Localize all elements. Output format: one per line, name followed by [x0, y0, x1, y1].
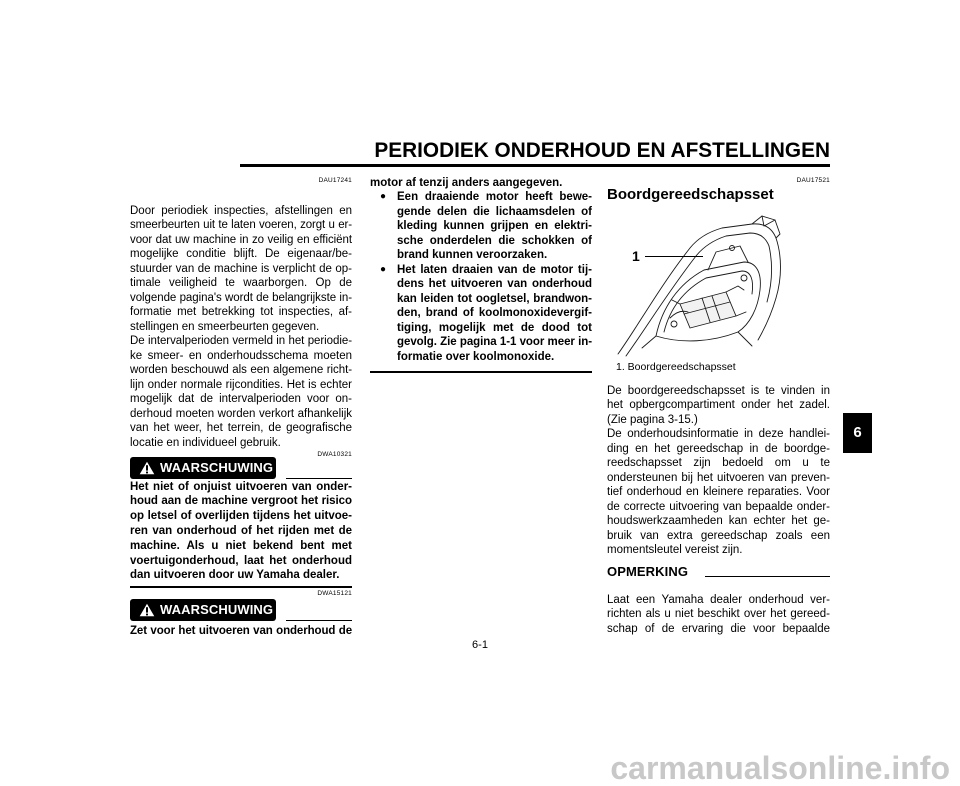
warning-text	[130, 480, 352, 584]
figure-caption: 1. Boordgereedschapsset	[616, 361, 736, 373]
bullet-text	[397, 190, 592, 263]
note-text	[607, 593, 830, 637]
warning-side-rule	[286, 620, 352, 621]
intro-text-line: mogelijke conditie blijft. De eigenaar/be-	[130, 248, 352, 261]
warning-text-line: ren van onderhoud of het rijden met de	[130, 524, 352, 537]
warning-text-line: dan uitvoeren door uw Yamaha dealer.	[130, 569, 340, 582]
figure-callout-number: 1	[632, 248, 640, 264]
watermark: carmanualsonline.info	[610, 750, 950, 786]
body-text-line: tief onderhoud en kleinere reparaties. Voor	[607, 486, 830, 499]
bullet-text-line: brand kunnen veroorzaken.	[397, 249, 548, 262]
note-text-line: schap of de ervaring die voor bepaalde	[607, 622, 830, 635]
intro-text-line: van het weer, het terrein, de geografische	[130, 422, 352, 435]
warning-reference-code: DWA10321	[317, 451, 352, 458]
bullet-symbol: ●	[380, 191, 387, 203]
intro-text-line: formatie met betrekking tot inspecties, af-	[130, 306, 352, 319]
warning-continuation	[370, 176, 592, 191]
warning-label: WAARSCHUWING	[160, 460, 274, 475]
warning-text-line: motor af tenzij anders aangegeven.	[370, 176, 563, 189]
intro-text-line: lijn onder normale rijcondities. Het is echter	[130, 378, 352, 391]
intro-text-line: locatie en individueel gebruik.	[130, 436, 281, 449]
body-text-line: De boordgereedschapsset is te vinden in	[607, 384, 830, 397]
body-text-line: de correcte uitvoering van bepaalde onder-	[607, 500, 830, 513]
bullet-text	[397, 263, 592, 365]
note-text-line: Laat een Yamaha dealer onderhoud ver-	[607, 593, 830, 606]
bullet-text-line: dens het uitvoeren van onderhoud	[397, 278, 592, 291]
warning-text-line: op letsel of overlijden tijdens het uitvoe-	[130, 510, 352, 523]
warning-text	[130, 624, 352, 639]
tool-kit-illustration	[612, 208, 782, 358]
bullet-text-line: kleding kunnen grijpen en elektri-	[397, 220, 592, 233]
intro-paragraph-2	[130, 334, 352, 450]
body-text-line: (Zie pagina 3-15.)	[607, 413, 698, 426]
intro-text-line: derhoud moeten worden verkort afhankelijk	[130, 407, 352, 420]
chapter-tab: 6	[843, 413, 872, 453]
body-text-line: reedschapsset zijn bedoeld om u te	[607, 457, 830, 470]
body-text-line: het opbergcompartiment onder het zadel.	[607, 399, 830, 412]
body-text-line: bruik van extra gereedschap zoals een	[607, 529, 830, 542]
page-number: 6-1	[472, 639, 488, 651]
note-heading: OPMERKING	[607, 563, 689, 579]
intro-text-line: timale veiligheid te waarborgen. Op de	[130, 277, 352, 290]
warning-icon	[139, 461, 155, 475]
note-text-line: richten als u niet beschikt over het gereed-	[607, 608, 830, 621]
bullet-text-line: sche onderdelen die schokken of	[397, 234, 592, 247]
intro-paragraph-1	[130, 204, 352, 335]
warning-text-line: Het niet of onjuist uitvoeren van onder-	[130, 480, 352, 493]
intro-text-line: stellingen en smeerbeurten gegeven.	[130, 320, 320, 333]
warning-icon	[139, 603, 155, 617]
bullet-item	[370, 263, 592, 365]
intro-text-line: De intervalperioden vermeld in het periodie-	[130, 335, 352, 348]
body-paragraph	[607, 413, 830, 428]
body-text-line: houdswerkzaamheden kan echter het ge-	[607, 515, 830, 528]
warning-reference-code: DWA15121	[317, 590, 352, 597]
body-text-line: momentsleutel vereist zijn.	[607, 544, 743, 557]
title-underline	[240, 164, 830, 167]
bullet-text-line: kan leiden tot oogletsel, brandwon-	[397, 292, 592, 305]
bullet-text-line: gevolg. Zie pagina 1-1 voor meer in-	[397, 336, 592, 349]
middle-column	[370, 176, 592, 365]
page-title: PERIODIEK ONDERHOUD EN AFSTELLINGEN	[374, 139, 830, 162]
body-text-line: ondersteunen bij het uitvoeren van preven-	[607, 471, 830, 484]
intro-text-line: volgende pagina's wordt de belangrijkste in-	[130, 291, 352, 304]
warning-label: WAARSCHUWING	[160, 602, 274, 617]
warning-text-line: Zet voor het uitvoeren van onderhoud de	[130, 624, 352, 637]
intro-text-line: smeerbeurten uit te laten voeren, zorgt u er-	[130, 219, 352, 232]
callout-leader-line	[645, 256, 703, 257]
bullet-item	[370, 190, 592, 263]
intro-text-line: stuurder van de machine is verplicht de op-	[130, 262, 352, 275]
note-heading-rule	[705, 576, 830, 577]
bullet-text-line: tiging, mogelijk met de dood tot	[397, 321, 592, 334]
warning-text-line: houd aan de machine vergroot het risico	[130, 495, 352, 508]
intro-text-line: voor dat uw machine in zo veilig en efficiënt	[130, 233, 352, 246]
intro-text-line: Door periodiek inspecties, afstellingen en	[130, 204, 352, 217]
bullet-text-line: formatie over koolmonoxide.	[397, 350, 555, 363]
reference-code: DAU17521	[796, 177, 830, 184]
intro-text-line: mogelijk dat de intervalperioden voor on-	[130, 393, 352, 406]
bullet-text-line: Het laten draaien van de motor tij-	[397, 263, 592, 276]
warning-end-rule	[130, 586, 352, 588]
section-heading: Boordgereedschapsset	[607, 186, 774, 203]
bullet-text-line: gende delen die lichaamsdelen of	[397, 205, 592, 218]
warning-banner	[130, 599, 276, 621]
warning-banner	[130, 457, 276, 479]
bullet-text-line: den, brand of koolmonoxidevergif-	[397, 307, 592, 320]
warning-end-rule	[370, 371, 592, 373]
intro-text-line: worden beschouwd als een algemene richt-	[130, 364, 352, 377]
body-text-line: De onderhoudsinformatie in deze handlei-	[607, 428, 830, 441]
intro-text-line: ke smeer- en onderhoudsschema moeten	[130, 349, 352, 362]
body-paragraph	[607, 384, 830, 413]
body-text	[607, 384, 830, 558]
warning-text-line: voertuigonderhoud, laat het onderhoud	[130, 554, 352, 567]
bullet-text-line: Een draaiende motor heeft bewe-	[397, 191, 592, 204]
body-paragraph	[607, 427, 830, 558]
bullet-symbol: ●	[380, 263, 387, 275]
reference-code: DAU17241	[318, 177, 352, 184]
warning-text-line: machine. Als u niet bekend bent met	[130, 539, 352, 552]
body-text-line: ding en het gereedschap in de boordge-	[607, 442, 830, 455]
